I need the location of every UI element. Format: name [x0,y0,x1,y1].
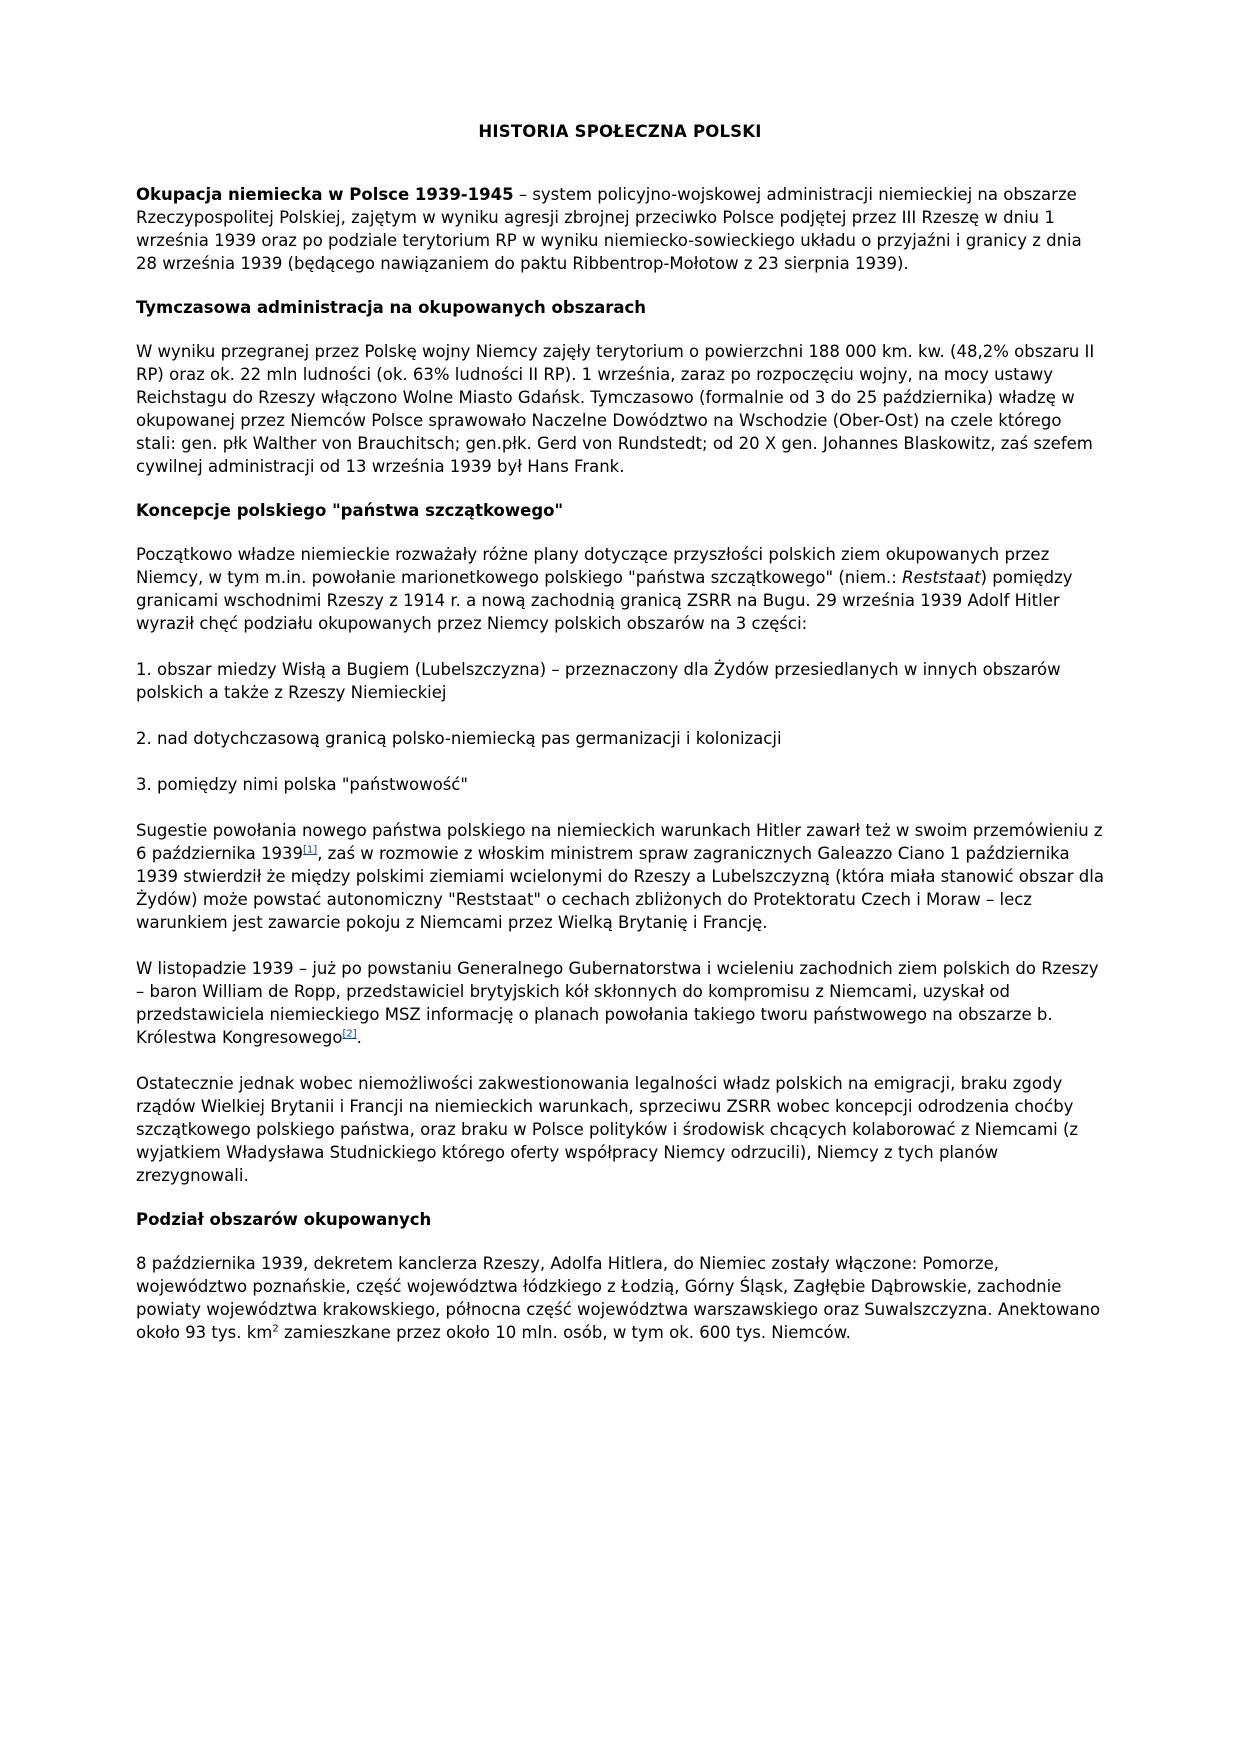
intro-text: – system policyjno-wojskowej administracji niemieckiej na obszarze Rzeczypospolitej Polskiej, zajętym w wyniku agresji zbrojnej przeciwko Polsce podjętej przez III Rzeszę w dniu 1 września 1939 oraz po podziale terytorium RP w wyniku niemiecko-sowieckiego układu o przyjaźni i granicy z dnia 28 września 1939 (będącego nawiązaniem do paktu Ribbentrop-Mołotow z 23 sierpnia 1939). [136,185,1082,273]
list-item-1: 1. obszar miedzy Wisłą a Bugiem (Lubelszczyzna) – przeznaczony dla Żydów przesiedlanych w innych obszarów polskich a także z Rzeszy Niemieckiej [136,660,1061,702]
italic-term-reststaat: Reststaat [902,568,981,587]
paragraph-text: zamieszkane przez około 10 mln. osób, w tym ok. 600 tys. Niemców. [278,1323,851,1342]
footnote-link-2[interactable]: [2] [342,1028,357,1040]
footnote-ref-1[interactable] [303,845,317,856]
paragraph-plans-abandoned: Ostatecznie jednak wobec niemożliwości zakwestionowania legalności władz polskich na emigracji, braku zgody rządów Wielkiej Brytanii i Francji na niemieckich warunkach, sprzeciwu ZSRR wobec koncepcji odrodzenia choćby szczątkowego polskiego państwa, oraz braku w Polsce polityków i środowisk chcących kolaborować z Niemcami (z wyjatkiem Władysława Studnickiego którego oferty współpracy Niemcy odrzucili), Niemcy z tych planów zrezygnowali. [136,1074,1079,1185]
paragraph-text: ) pomiędzy granicami wschodnimi Rzeszy z 1914 r. a nową zachodnią granicą ZSRR na Bugu. 29 września 1939 Adolf Hitler wyraził chęć podziału okupowanych przez Niemcy polskich obszarów na 3 części: [136,568,1073,633]
footnote-link-1[interactable]: [1] [303,844,318,856]
intro-bold-term: Okupacja niemiecka w Polsce 1939-1945 [136,185,514,204]
paragraph-rump-state-intro [136,543,1104,635]
list-item-3: 3. pomiędzy nimi polska "państwowość" [136,775,468,794]
section-heading-division-of-occupied-areas: Podział obszarów okupowanych [136,1210,432,1229]
paragraph-text: . [356,1028,362,1047]
intro-paragraph [136,183,1104,275]
footnote-ref-2[interactable] [343,1029,357,1040]
superscript-squared: 2 [272,1323,279,1335]
list-item-2: 2. nad dotychczasową granicą polsko-niemiecką pas germanizacji i kolonizacji [136,729,782,748]
paragraph-text: 8 października 1939, dekretem kanclerza Rzeszy, Adolfa Hitlera, do Niemiec zostały włączone: Pomorze, województwo poznańskie, część województwa łódzkiego z Łodzią, Górny Śląsk, Zagłębie Dąbrowskie, zachodnie powiaty województwa krakowskiego, północna część województwa warszawskiego oraz Suwalszczyzna. Anektowano około 93 tys. km [136,1254,1101,1342]
section-heading-temporary-administration: Tymczasowa administracja na okupowanych obszarach [136,298,647,317]
paragraph-temporary-administration: W wyniku przegranej przez Polskę wojny Niemcy zajęły terytorium o powierzchni 188 000 km. kw. (48,2% obszaru II RP) oraz ok. 22 mln ludności (ok. 63% ludności II RP). 1 września, zaraz po rozpoczęciu wojny, na mocy ustawy Reichstagu do Rzeszy włączono Wolne Miasto Gdańsk. Tymczasowo (formalnie od 3 do 25 października) władzę w okupowanej przez Niemców Polsce sprawowało Naczelne Dowództwo na Wschodzie (Ober-Ost) na czele którego stali: gen. płk Walther von Brauchitsch; gen.płk. Gerd von Rundstedt; od 20 X gen. Johannes Blaskowitz, zaś szefem cywilnej administracji od 13 września 1939 był Hans Frank. [136,342,1095,476]
paragraph-text: , zaś w rozmowie z włoskim ministrem spraw zagranicznych Galeazzo Ciano 1 października 1939 stwierdził że między polskimi ziemiami wcielonymi do Rzeszy a Lubelszczyzną (która miała stanowić obszar dla Żydów) może powstać autonomiczny "Reststaat" o cechach zbliżonych do Protektoratu Czech i Moraw – lecz warunkiem jest zawarcie pokoju z Niemcami przez Wielką Brytanię i Francję. [136,844,1104,932]
paragraph-text: W listopadzie 1939 – już po powstaniu Generalnego Gubernatorstwa i wcieleniu zachodnich ziem polskich do Rzeszy – baron William de Ropp, przedstawiciel brytyjskich kół skłonnych do kompromisu z Niemcami, uzyskał od przedstawiciela niemieckiego MSZ informację o planach powołania takiego tworu państwowego na obszarze b. Królestwa Kongresowego [136,959,1099,1047]
paragraph-text: Początkowo władze niemieckie rozważały różne plany dotyczące przyszłości polskich ziem okupowanych przez Niemcy, w tym m.in. powołanie marionetkowego polskiego "państwa szczątkowego" (niem.: [136,545,1050,587]
paragraph-de-ropp [136,957,1104,1049]
page-title: HISTORIA SPOŁECZNA POLSKI [478,122,762,141]
paragraph-annexation [136,1252,1104,1344]
paragraph-hitler-speech [136,819,1104,934]
paragraph-text: Sugestie powołania nowego państwa polskiego na niemieckich warunkach Hitler zawarł też w swoim przemówieniu z 6 października 1939 [136,821,1103,863]
section-heading-rump-state-concepts: Koncepcje polskiego "państwa szczątkowego" [136,501,564,520]
